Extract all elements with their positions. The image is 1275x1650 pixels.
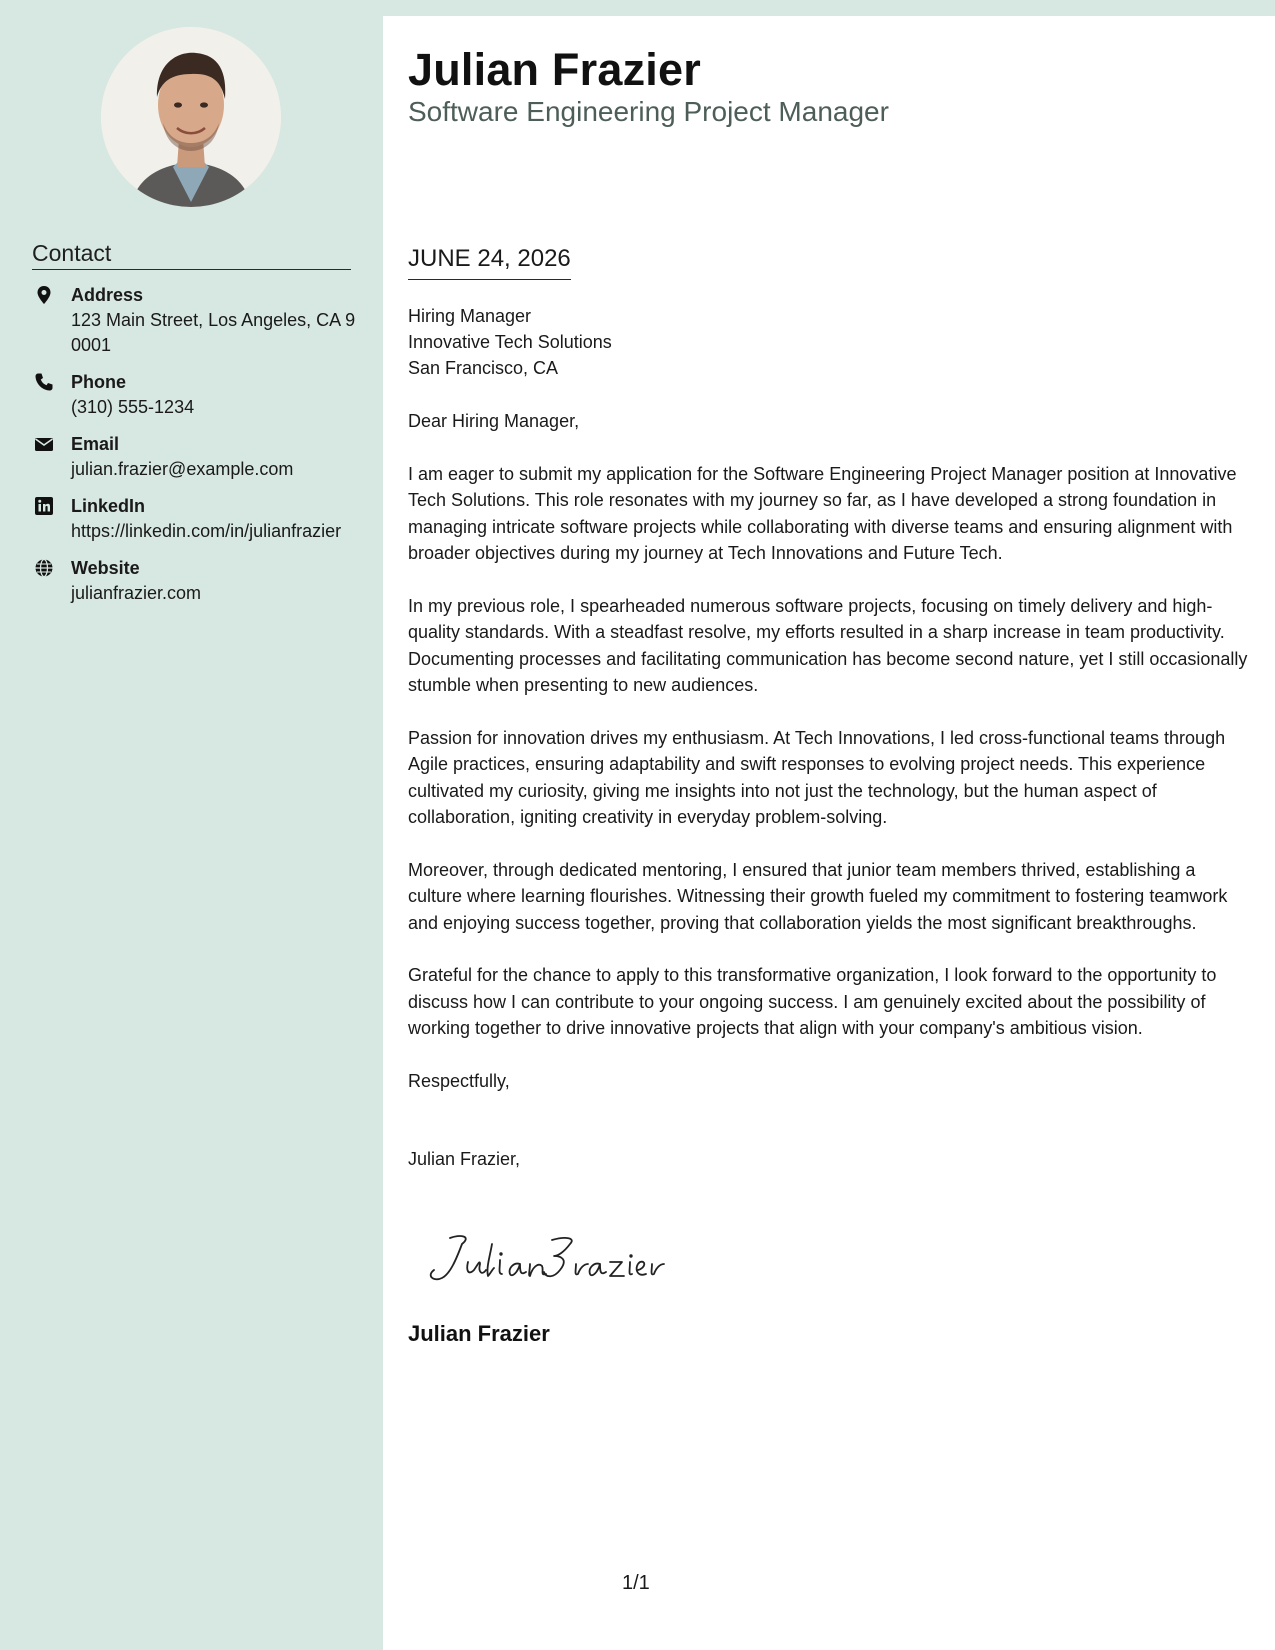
address-value: 123 Main Street, Los Angeles, CA 90001 — [71, 310, 356, 355]
envelope-icon — [34, 434, 54, 454]
handwritten-signature — [420, 1230, 670, 1290]
linkedin-label: LinkedIn — [71, 496, 146, 516]
letter-paragraph: I am eager to submit my application for the Software Engineering Project Manager position at Innovative Tech Solutions. This role resonates with my journey so far, as I have developed a strong foundation in managing intricate software projects while collaborating with diverse teams and ensuring alignment with broader objectives during my journey at Tech Innovations and Future Tech. — [408, 463, 1237, 563]
letter-paragraph: Grateful for the chance to apply to this transformative organization, I look forward to the opportunity to discuss how I can contribute to your ongoing success. I am genuinely excited about the possibility of working together to drive innovative projects that align with your company's ambitious vision. — [408, 965, 1217, 1038]
letter-date: JUNE 24, 2026 — [408, 245, 571, 280]
signature-name: Julian Frazier — [408, 1321, 550, 1346]
recipient-line: San Francisco, CA — [408, 358, 559, 378]
contact-email — [32, 432, 362, 482]
sidebar — [0, 0, 383, 1650]
applicant-job-title: Software Engineering Project Manager — [408, 96, 889, 127]
letter-paragraph: Passion for innovation drives my enthusiasm. At Tech Innovations, I led cross-functional teams through Agile practices, ensuring adaptability and swift responses to evolving project needs. This experience cultivated my curiosity, giving me insights into not just the technology, but the human aspect of collaboration, igniting creativity in everyday problem-solving. — [408, 727, 1226, 827]
website-value[interactable]: julianfrazier.com — [71, 583, 202, 603]
phone-value: (310) 555-1234 — [71, 397, 195, 417]
salutation: Dear Hiring Manager, — [408, 411, 580, 431]
letter-paragraph: In my previous role, I spearheaded numerous software projects, focusing on timely delivery and high-quality standards. With a steadfast resolve, my efforts resulted in a sharp increase in team productivity. Documenting processes and facilitating communication has become second nature, yet I still occasionally stumble when presenting to new audiences. — [408, 595, 1248, 695]
website-label: Website — [71, 558, 140, 578]
recipient-line: Hiring Manager — [408, 306, 532, 326]
recipient-line: Innovative Tech Solutions — [408, 332, 612, 352]
globe-icon — [34, 558, 54, 578]
contact-heading: Contact — [32, 240, 351, 270]
map-pin-icon — [34, 285, 54, 305]
applicant-name: Julian Frazier — [408, 44, 701, 95]
letter-paragraph: Moreover, through dedicated mentoring, I ensured that junior team members thrived, establishing a culture where learning flourishes. Witnessing their growth fueled my commitment to fostering teamwork and enjoying success together, proving that collaboration yields the most significant breakthroughs. — [408, 859, 1228, 933]
closing: Respectfully, — [408, 1070, 510, 1091]
address-label: Address — [71, 285, 144, 305]
contact-phone — [32, 370, 362, 420]
contact-linkedin — [32, 494, 362, 544]
contact-address — [32, 283, 362, 358]
letter-body — [408, 303, 1254, 1199]
phone-icon — [34, 372, 54, 392]
linkedin-icon — [34, 496, 54, 516]
contact-list — [32, 283, 362, 618]
email-label: Email — [71, 434, 120, 454]
email-value[interactable]: julian.frazier@example.com — [71, 459, 294, 479]
recipient-block — [408, 303, 1254, 381]
profile-photo — [101, 27, 281, 207]
page-number: 1/1 — [622, 1572, 650, 1594]
phone-label: Phone — [71, 372, 127, 392]
sign-off: Julian Frazier, — [408, 1149, 521, 1169]
linkedin-value[interactable]: https://linkedin.com/in/julianfrazier — [71, 521, 342, 541]
contact-website — [32, 556, 362, 606]
